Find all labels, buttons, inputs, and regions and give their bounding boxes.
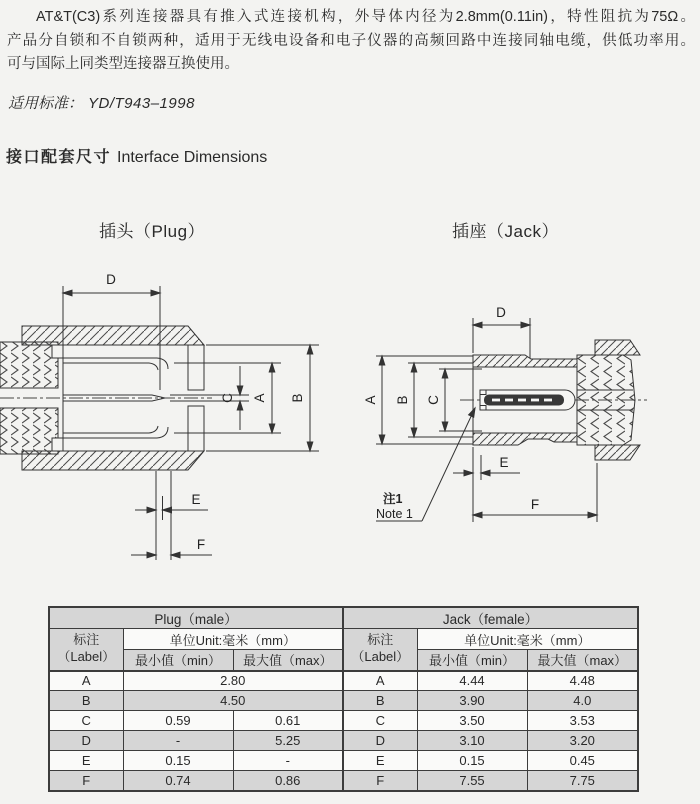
jack-row-label: F [343, 771, 417, 791]
plug-max-value: 0.61 [233, 711, 343, 731]
plug-row-label: D [49, 731, 123, 751]
jack-min-value: 3.50 [417, 711, 527, 731]
jack-min-value: 3.90 [417, 691, 527, 711]
intro-line-2: 产品分自锁和不自锁两种，适用于无线电设备和电子仪器的高频回路中连接同轴电缆，供低功率用。 [7, 32, 695, 49]
interface-dimensions-table [48, 606, 639, 792]
jack-dim-label-d: D [496, 305, 506, 320]
plug-body-group [0, 326, 212, 470]
table-header-row-1 [49, 629, 638, 650]
jack-dim-label-b: B [395, 395, 410, 405]
jack-figure-caption: 插座（Jack） [452, 222, 559, 241]
intro-line-1: AT&T(C3)系列连接器具有推入式连接机构，外导体内径为2.8mm(0.11in)，特性阻抗为75Ω。 [36, 9, 695, 25]
jack-row-label: C [343, 711, 417, 731]
plug-max-value: - [233, 751, 343, 771]
note1-label-zh: 注1 [383, 492, 403, 506]
plug-max-header: 最大值（max） [233, 650, 343, 671]
applicable-standard [8, 92, 195, 113]
section-heading-en: Interface Dimensions [117, 149, 268, 166]
jack-dim-label-a: A [363, 395, 378, 405]
jack-body-group [460, 340, 647, 460]
plug-dim-label-e: E [191, 492, 201, 507]
plug-min-value: 0.59 [123, 711, 233, 731]
standard-label: 适用标准： [8, 95, 84, 112]
plug-label-header-en: （Label） [57, 649, 116, 665]
plug-merged-value: 2.80 [123, 671, 343, 691]
plug-max-value: 5.25 [233, 731, 343, 751]
plug-row-label: C [49, 711, 123, 731]
table-row-B [49, 691, 638, 711]
plug-dim-label-b: B [290, 393, 305, 403]
table-row-F [49, 771, 638, 791]
plug-row-label: E [49, 751, 123, 771]
plug-figure-caption: 插头（Plug） [99, 222, 206, 241]
plug-table-title: Plug（male） [49, 607, 343, 629]
jack-row-label: B [343, 691, 417, 711]
plug-diagram [0, 268, 345, 568]
jack-row-label: A [343, 671, 417, 691]
jack-dim-label-e: E [499, 455, 509, 470]
plug-dim-label-c: C [220, 393, 235, 403]
jack-unit-header: 单位Unit:毫米（mm） [417, 629, 638, 650]
jack-min-header: 最小值（min） [417, 650, 527, 671]
plug-dim-label-d: D [106, 272, 116, 287]
jack-max-header: 最大值（max） [527, 650, 638, 671]
jack-dimension-labels [363, 305, 539, 521]
plug-dim-label-f: F [196, 537, 206, 552]
jack-dim-label-f: F [530, 497, 540, 512]
table-row-C [49, 711, 638, 731]
jack-row-label: E [343, 751, 417, 771]
table-row-D [49, 731, 638, 751]
intro-line-3: 可与国际上同类型连接器互换使用。 [7, 56, 239, 72]
intro-paragraph [7, 6, 695, 77]
jack-max-value: 0.45 [527, 751, 638, 771]
jack-max-value: 4.48 [527, 671, 638, 691]
table-title-row [49, 607, 638, 629]
plug-dim-label-a: A [252, 393, 267, 403]
jack-max-value: 3.53 [527, 711, 638, 731]
plug-min-value: 0.15 [123, 751, 233, 771]
plug-merged-value: 4.50 [123, 691, 343, 711]
section-heading [6, 144, 267, 167]
jack-label-header-en: （Label） [351, 649, 410, 665]
jack-max-value: 7.75 [527, 771, 638, 791]
table-row-A [49, 671, 638, 691]
jack-dim-label-c: C [426, 395, 441, 405]
section-heading-zh: 接口配套尺寸 [6, 149, 112, 166]
jack-min-value: 7.55 [417, 771, 527, 791]
jack-min-value: 4.44 [417, 671, 527, 691]
jack-min-value: 0.15 [417, 751, 527, 771]
plug-row-label: A [49, 671, 123, 691]
jack-max-value: 3.20 [527, 731, 638, 751]
plug-label-column-header [49, 629, 123, 671]
plug-label-header-zh: 标注 [73, 632, 100, 648]
jack-row-label: D [343, 731, 417, 751]
plug-unit-header: 单位Unit:毫米（mm） [123, 629, 343, 650]
plug-row-label: F [49, 771, 123, 791]
plug-max-value: 0.86 [233, 771, 343, 791]
jack-dimension-lines [376, 318, 597, 522]
jack-min-value: 3.10 [417, 731, 527, 751]
table-row-E [49, 751, 638, 771]
plug-min-value: - [123, 731, 233, 751]
jack-label-column-header [343, 629, 417, 671]
plug-min-value: 0.74 [123, 771, 233, 791]
jack-label-header-zh: 标注 [367, 632, 394, 648]
jack-table-title: Jack（female） [343, 607, 638, 629]
standard-value: YD/T943–1998 [88, 95, 195, 112]
jack-diagram [352, 300, 700, 535]
plug-row-label: B [49, 691, 123, 711]
note1-label-en: Note 1 [376, 507, 413, 521]
plug-min-header: 最小值（min） [123, 650, 233, 671]
jack-max-value: 4.0 [527, 691, 638, 711]
